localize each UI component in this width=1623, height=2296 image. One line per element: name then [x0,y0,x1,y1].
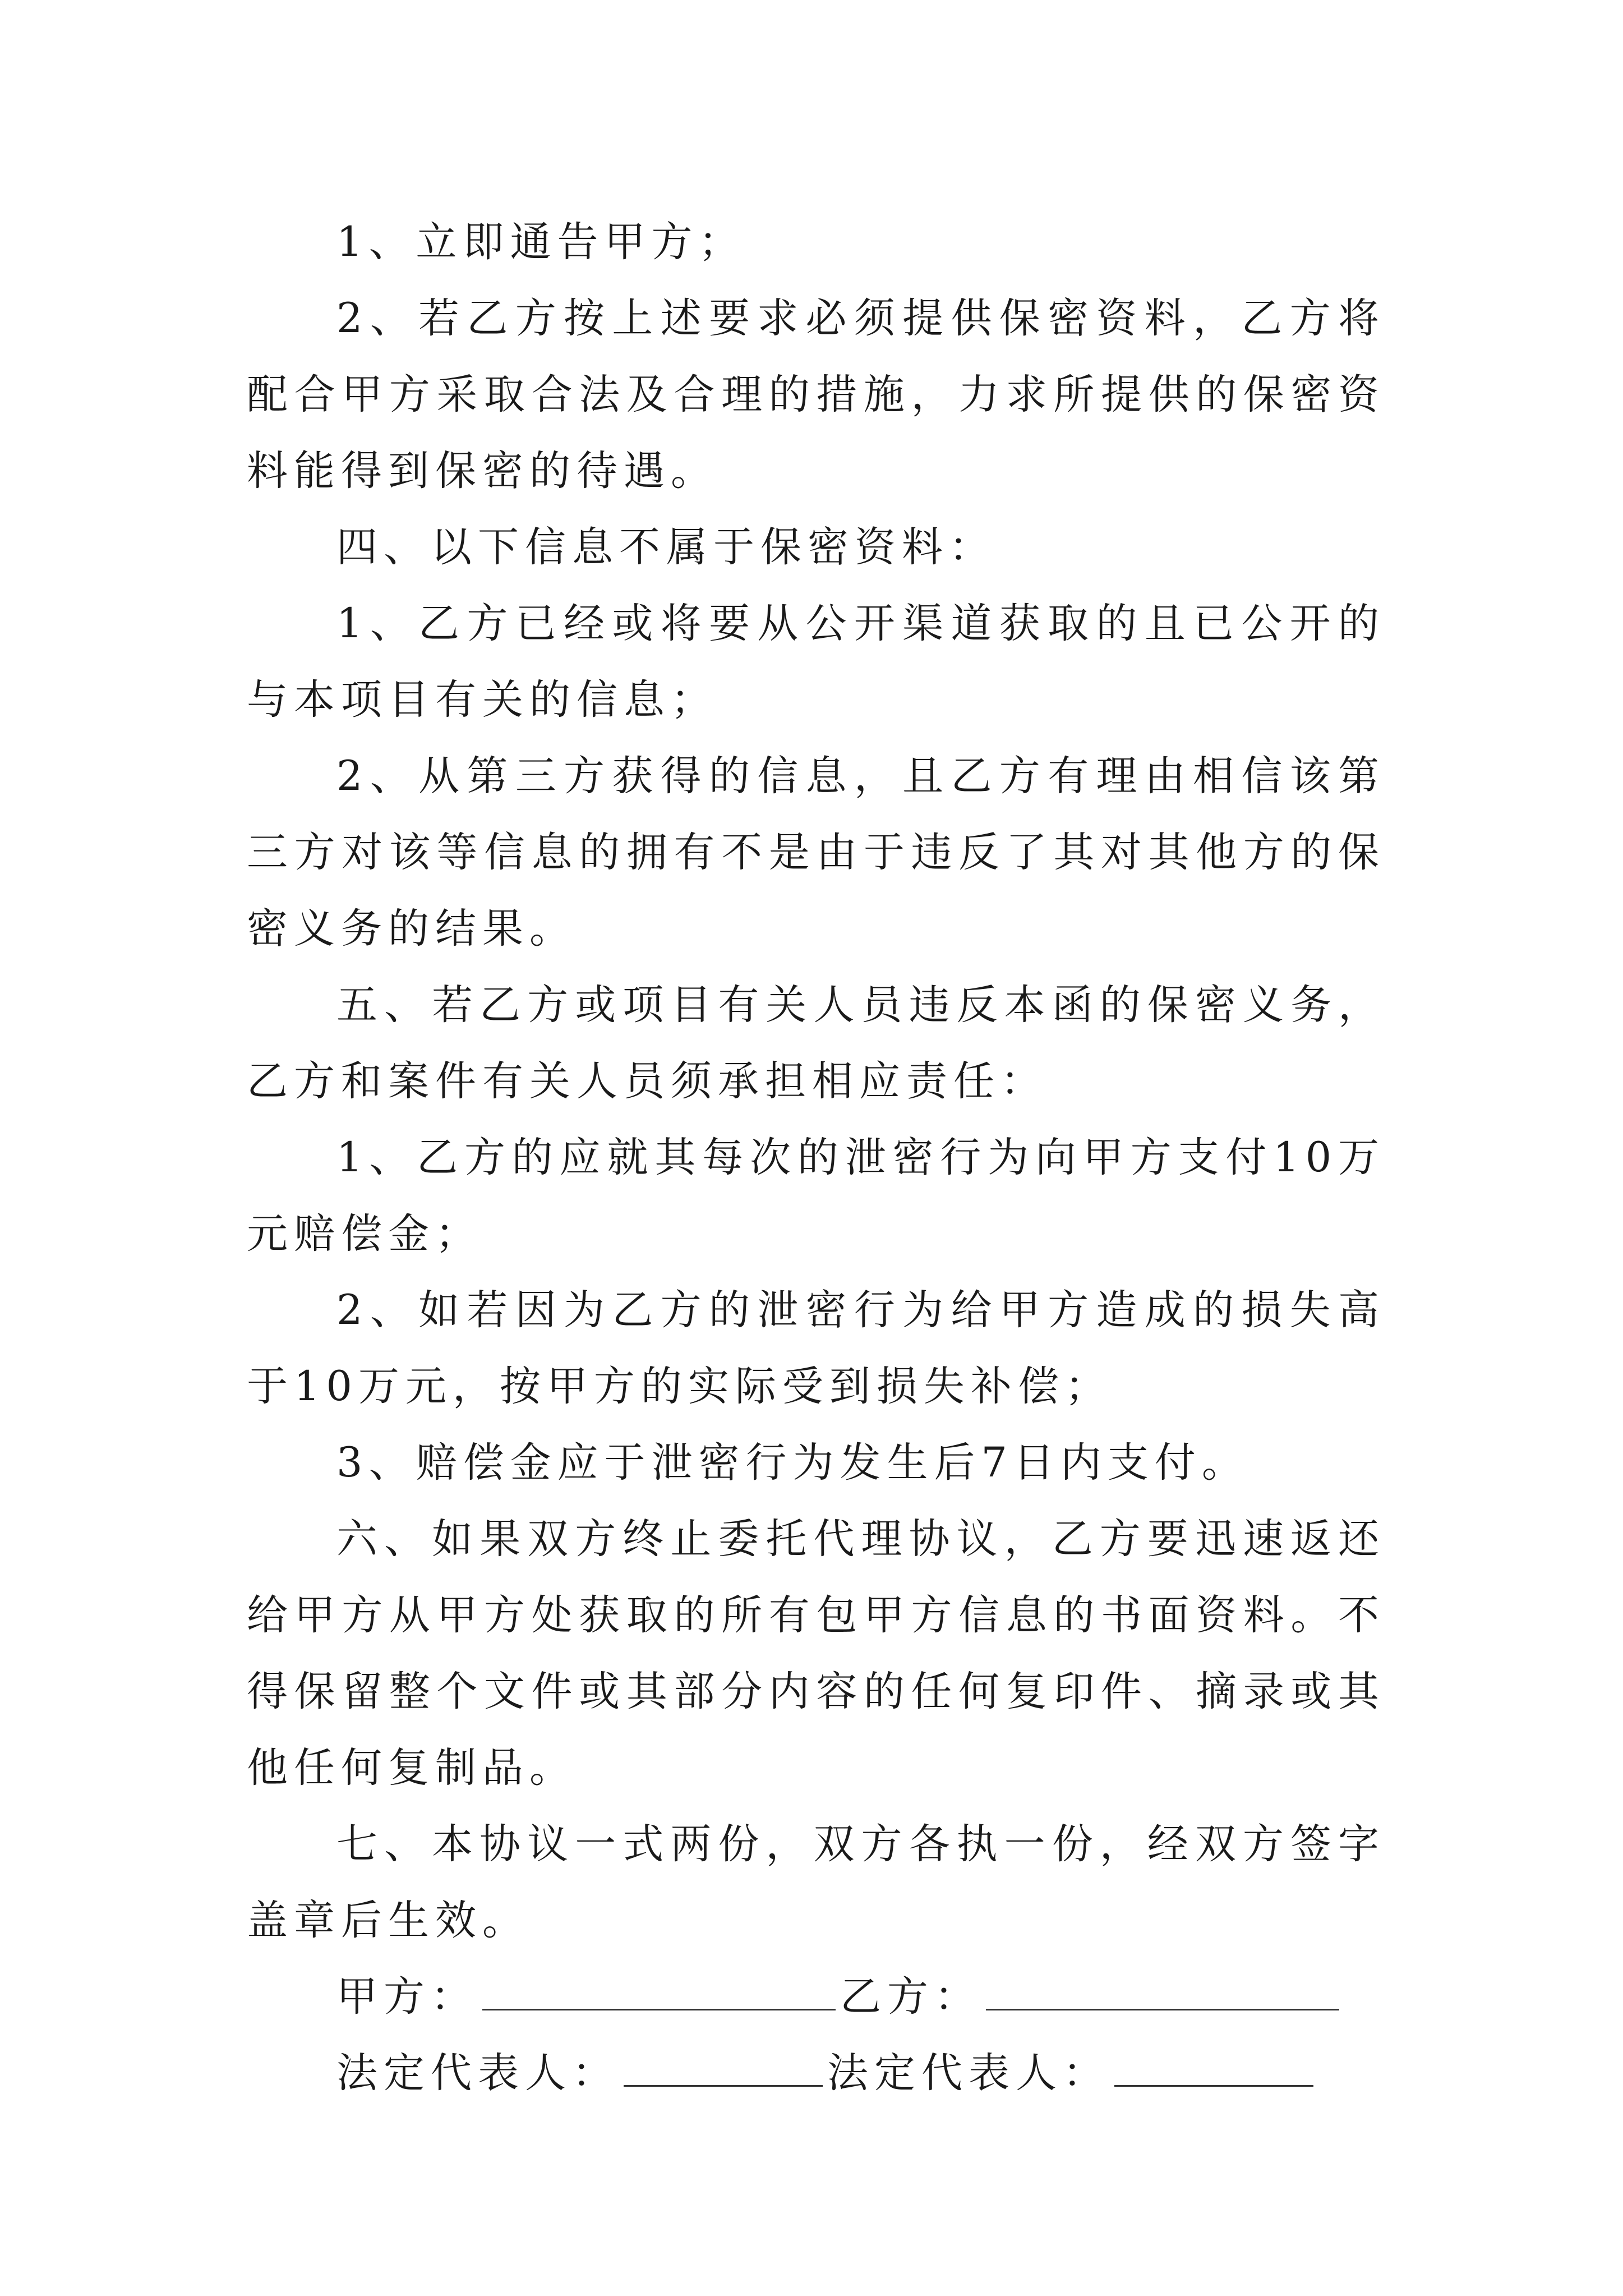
rep-a-blank[interactable] [624,2046,823,2087]
paragraph: 2、如若因为乙方的泄密行为给甲方造成的损失高于10万元，按甲方的实际受到损失补偿； [247,1286,1385,1410]
paragraph: 3、赔偿金应于泄密行为发生后7日内支付。 [336,1439,1249,1487]
party-a-label: 甲方： [336,1973,478,2021]
rep-b-blank[interactable] [1114,2046,1313,2087]
party-b-blank[interactable] [986,1970,1339,2010]
document-body [247,204,1385,2111]
party-b-label: 乙方： [840,1973,981,2021]
signature-row-parties [247,1959,1385,2035]
paragraph: 2、从第三方获得的信息，且乙方有理由相信该第三方对该等信息的拥有不是由于违反了其对其他方的保密义务的结果。 [247,752,1385,953]
paragraph: 2、若乙方按上述要求必须提供保密资料，乙方将配合甲方采取合法及合理的措施，力求所提供的保密资料能得到保密的待遇。 [247,295,1385,495]
party-a-blank[interactable] [482,1970,836,2010]
paragraph: 六、如果双方终止委托代理协议，乙方要迅速返还给甲方从甲方处获取的所有包甲方信息的书面资料。不得保留整个文件或其部分内容的任何复印件、摘录或其他任何复制品。 [247,1515,1385,1792]
rep-a-label: 法定代表人： [336,2049,619,2097]
paragraph: 五、若乙方或项目有关人员违反本函的保密义务，乙方和案件有关人员须承担相应责任： [247,981,1385,1105]
paragraph: 1、乙方已经或将要从公开渠道获取的且已公开的与本项目有关的信息； [247,600,1385,724]
paragraph: 1、乙方的应就其每次的泄密行为向甲方支付10万元赔偿金； [247,1134,1385,1258]
rep-b-label: 法定代表人： [827,2049,1110,2097]
paragraph: 七、本协议一式两份，双方各执一份，经双方签字盖章后生效。 [247,1820,1385,1944]
paragraph: 1、立即通告甲方； [336,218,746,266]
paragraph: 四、以下信息不属于保密资料： [336,523,996,571]
signature-row-representatives [247,2035,1385,2111]
